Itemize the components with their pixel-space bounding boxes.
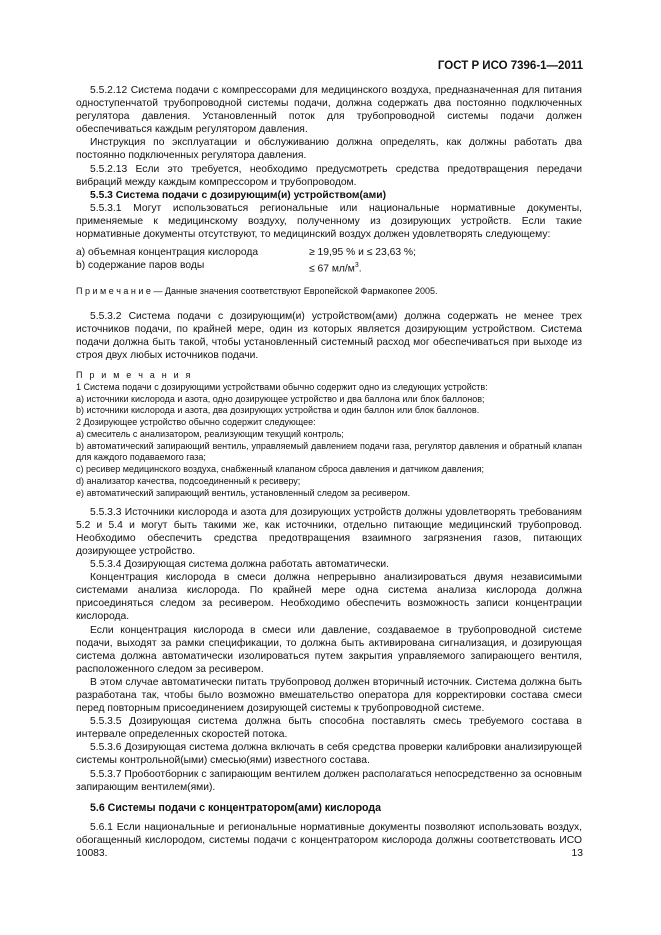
document-body (76, 84, 582, 860)
list-item-label: b) содержание паров воды (76, 260, 205, 272)
document-code-header: ГОСТ Р ИСО 7396-1—2011 (437, 60, 583, 72)
notes-line: 1 Система подачи с дозирующими устройствами обычно содержит одно из следующих устройств: (76, 381, 488, 392)
paragraph-alarm: Если концентрация кислорода в смеси или давление, создаваемое в трубопроводной системе подачи, выходят за рамки спецификации, то должна быть активирована сигнализация, и дозирующая система должна автоматически изолироваться путем закрытия управляемого запирающего вентиля, расположенного следом за ресивером. (76, 624, 582, 675)
list-item (76, 259, 582, 276)
paragraph-5-5-3-5: 5.5.3.5 Дозирующая система должна быть способна поставлять смесь требуемого состава в интервале определенных скоростей потока. (76, 716, 582, 741)
notes-line: а) смеситель с анализатором, реализующим текущий контроль; (76, 428, 344, 439)
note-label: П р и м е ч а н и е (76, 285, 151, 296)
page-number: 13 (571, 848, 583, 859)
section-heading-5-5-3: 5.5.3 Система подачи с дозирующим(и) устройством(ами) (90, 189, 387, 201)
paragraph-5-5-3-1: 5.5.3.1 Могут использоваться региональные или национальные нормативные документы, применяемые к медицинскому воздуху, полученному из дозирующих устройств. Если такие нормативные документы отсутствуют, то медицинский воздух должен удовлетворять следующему: (76, 202, 582, 241)
notes-title: П р и м е ч а н и я (76, 369, 193, 380)
list-item-value: ≥ 19,95 % и ≤ 23,63 %; (309, 247, 416, 259)
notes-line: а) источники кислорода и азота, одно дозирующее устройство и два баллона или блок баллонов; (76, 393, 485, 404)
notes-block (76, 370, 582, 500)
paragraph-5-5-3-2: 5.5.3.2 Система подачи с дозирующим(и) устройством(ами) должна содержать не менее трех источников подачи, по крайней мере, один из которых является дозирующим устройством. Система подачи должна быть такой, чтобы установленный системный расход мог обеспечиваться при выходе из строя двух любых источников подачи. (76, 310, 582, 361)
paragraph-5-5-3-4: 5.5.3.4 Дозирующая система должна работать автоматически. (90, 559, 389, 571)
list-item-label: а) объемная концентрация кислорода (76, 247, 259, 259)
section-heading-5-6: 5.6 Системы подачи с концентратором(ами) кислорода (90, 801, 381, 814)
requirements-list (76, 246, 582, 276)
notes-line: 2 Дозирующее устройство обычно содержит следующее: (76, 417, 316, 428)
paragraph-5-5-2-13: 5.5.2.13 Если это требуется, необходимо предусмотреть средства предотвращения передачи вибраций между каждым компрессором и трубопроводом. (76, 163, 582, 188)
paragraph-5-5-3-3: 5.5.3.3 Источники кислорода и азота для дозирующих устройств должны удовлетворять требованиям 5.2 и 5.4 и могут быть такими же, как источники, отдельно питающие медицинский трубопровод. Необходимо обеспечить средства предотвращения взаимного загрязнения газов, питающих дозирующее устройство. (76, 506, 582, 557)
paragraph-instruction: Инструкция по эксплуатации и обслуживанию должна определять, как должны работать два постоянно подключенных регулятора давления. (76, 137, 582, 162)
note (76, 286, 582, 298)
notes-line: е) автоматический запирающий вентиль, установленный следом за ресивером. (76, 487, 411, 498)
paragraph-5-5-3-6: 5.5.3.6 Дозирующая система должна включать в себя средства проверки калибровки анализирующей системы контрольной(ыми) смесью(ями) известного состава. (76, 742, 582, 767)
note-text: — Данные значения соответствуют Европейской Фармакопее 2005. (150, 285, 438, 296)
paragraph-oxygen-concentration: Концентрация кислорода в смеси должна непрерывно анализироваться двумя независимыми системами анализа кислорода. По крайней мере одна система анализа кислорода должна присоединяться следом за ресивером. Необходимо обеспечить возможность записи концентрации кислорода. (76, 572, 582, 623)
paragraph-5-5-3-7: 5.5.3.7 Пробоотборник с запирающим вентилем должен располагаться непосредственно за основным запирающим вентилем(ями). (76, 768, 582, 793)
list-item (76, 246, 582, 259)
paragraph-5-6-1: 5.6.1 Если национальные и региональные нормативные документы позволяют использовать воздух, обогащенный кислородом, системы подачи с концентратором кислорода должны соответствовать ИСО 10083. (76, 821, 582, 860)
notes-line: d) анализатор качества, подсоединенный к ресиверу; (76, 476, 301, 487)
paragraph-secondary-source: В этом случае автоматически питать трубопровод должен вторичный источник. Система должна быть разработана так, чтобы было возможно вмешательство оператора для корректировки состава смеси перед повторным присоединением дозирующей системы к трубопроводной системе. (76, 676, 582, 715)
notes-line: b) источники кислорода и азота, два дозирующих устройства и один баллон или блок баллонов. (76, 405, 480, 416)
paragraph-5-5-2-12: 5.5.2.12 Система подачи с компрессорами для медицинского воздуха, предназначенная для питания одноступенчатой трубопроводной системы подачи, должна содержать два постоянно подключенных регулятора давления. Установленный поток для трубопроводной системы подачи должен обеспечиваться каждым регулятором давления. (76, 85, 582, 136)
list-item-value: ≤ 67 $мл/м^3$. (309, 262, 362, 275)
notes-line: b) автоматический запирающий вентиль, управляемый давлением подачи газа, регулятор давления и обратный клапан для каждого подаваемого газа; (76, 440, 582, 463)
notes-line: с) ресивер медицинского воздуха, снабженный клапаном сброса давления и датчиком давления; (76, 464, 485, 475)
